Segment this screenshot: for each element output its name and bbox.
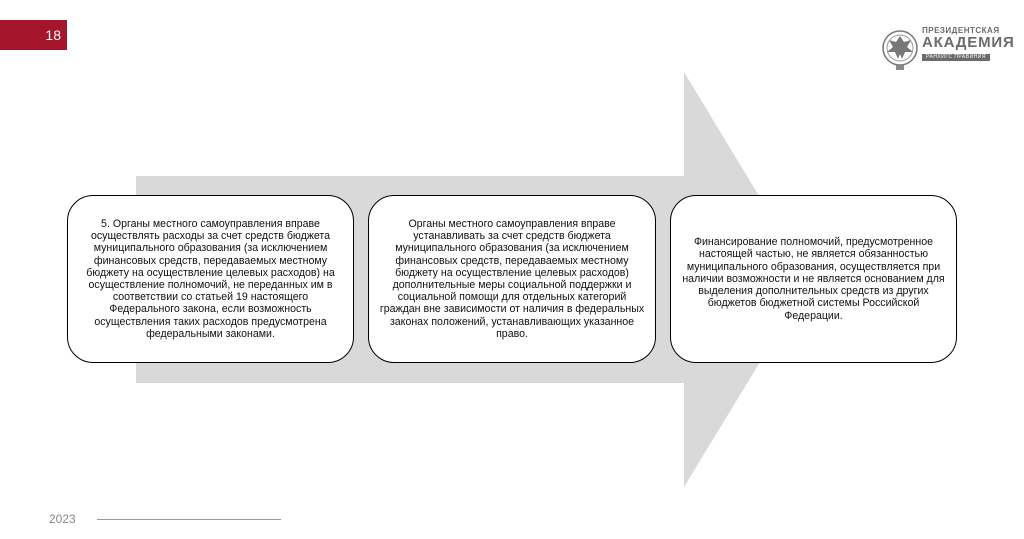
logo-tagline: РАНХИГС ПРАВИНИЯ [922, 54, 990, 61]
footer-divider [97, 519, 281, 520]
slide-number: 18 [45, 27, 61, 43]
footer-year: 2023 [49, 512, 76, 526]
logo-line2: АКАДЕМИЯ [922, 34, 1015, 51]
step-box-1 [67, 195, 354, 363]
step-box-3 [670, 195, 957, 363]
step-box-2 [368, 195, 656, 363]
logo-line1: ПРЕЗИДЕНТСКАЯ [922, 26, 1000, 35]
step-box-3-text: Финансирование полномочий, предусмотренное настоящей частью, не является обязанностью муниципального образования, осуществляется при наличии возможности и не является основанием для выделения дополнительных средств из других бюджетов бюджетной системы Российской Федерации. [682, 236, 945, 322]
step-box-2-text: Органы местного самоуправления вправе устанавливать за счет средств бюджета муниципального образования (за исключением финансовых средств, передаваемых местному бюджету на осуществление целевых расходов) дополнительные меры социальной поддержки и социальной помощи для отдельных категорий граждан вне зависимости от наличия в федеральных законах положений, устанавливающих указанное право. [379, 217, 645, 340]
step-box-1-text: 5. Органы местного самоуправления вправе осуществлять расходы за счет средств бюджета муниципального образования (за исключением финансовых средств, передаваемых местному бюджету на осуществление целевых расходов) на осуществление полномочий, не переданных им в соответствии со статьей 19 настоящего Федерального закона, если возможность осуществления таких расходов предусмотрена федеральными законами. [86, 217, 335, 340]
